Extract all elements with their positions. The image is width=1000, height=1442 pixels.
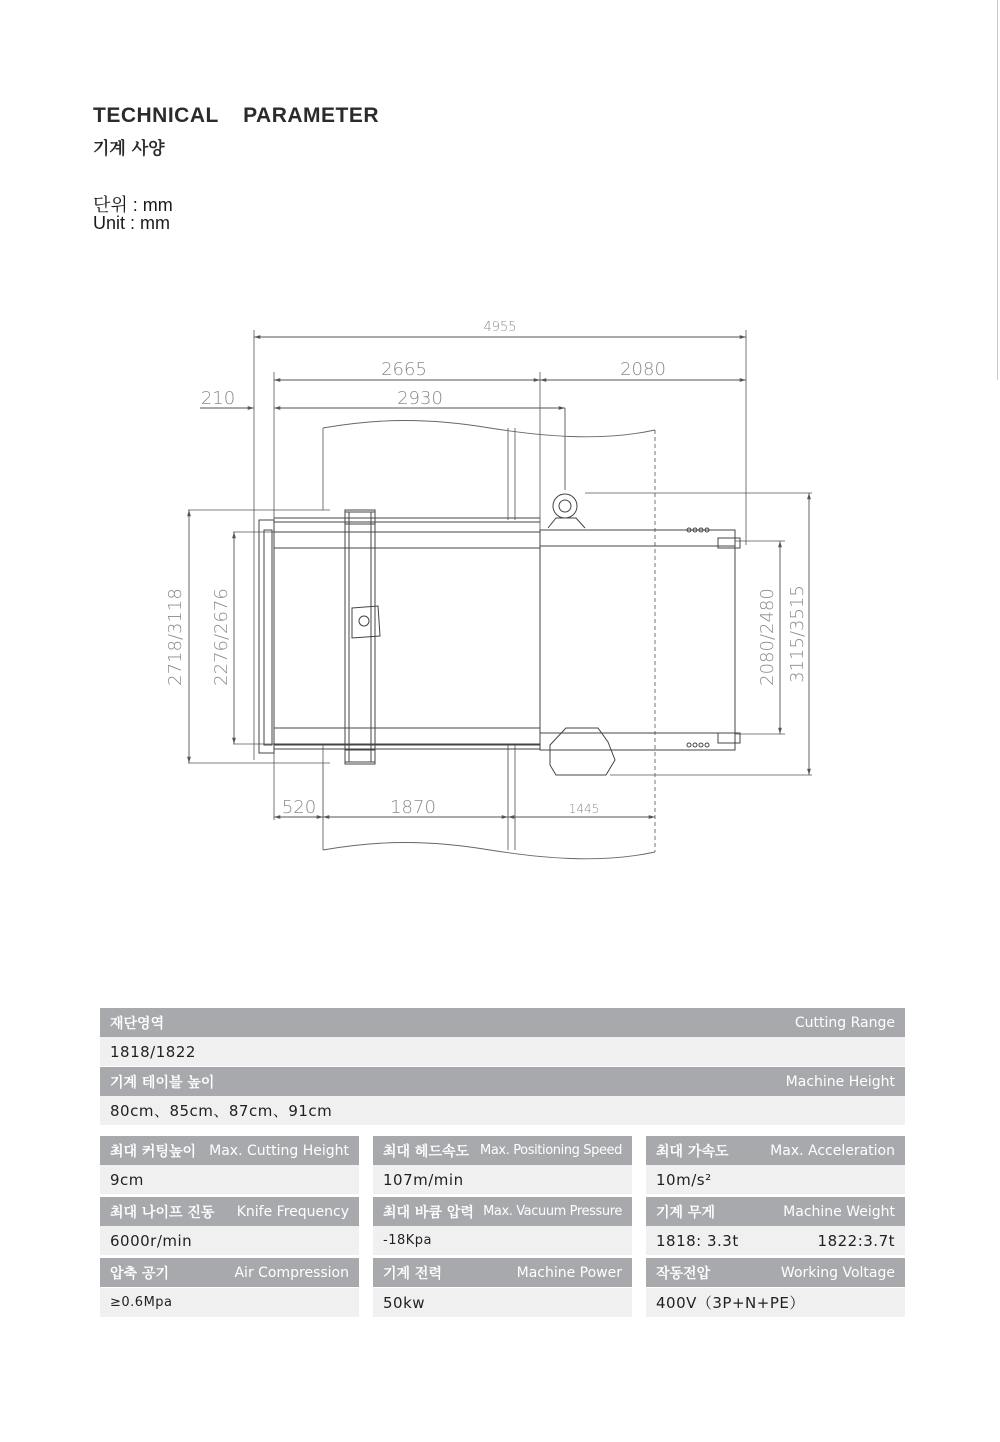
spec-value-1822: 1822:3.7t [817, 1231, 895, 1250]
spec-label-ko: 최대 나이프 진동 [110, 1204, 215, 1221]
dim-2080-top: 2080 [620, 359, 666, 380]
dim-right-inner: 2080/2480 [757, 588, 778, 686]
dim-210: 210 [200, 388, 236, 409]
dim-right-outer: 3115/3515 [787, 585, 808, 683]
dim-1870: 1870 [390, 797, 436, 818]
spec-header-machine-weight [646, 1197, 905, 1226]
spec-value: 9cm [110, 1170, 144, 1189]
machine-body [259, 494, 740, 775]
spec-header-machine-height [100, 1067, 905, 1096]
page-title: TECHNICAL PARAMETER [93, 104, 380, 127]
dim-total-width: 4955 [483, 320, 517, 335]
spec-label-ko: 작동전압 [656, 1265, 711, 1282]
unit-label-korean: 단위 : mm [93, 195, 173, 215]
material-sheet-outline [323, 421, 655, 859]
spec-value-max-vacuum-pressure [373, 1226, 632, 1255]
page-title-korean: 기계 사양 [93, 139, 165, 159]
spec-label-en: Machine Power [516, 1264, 622, 1281]
spec-header-air-compression [100, 1258, 359, 1287]
spec-header-machine-power [373, 1258, 632, 1287]
spec-value: 6000r/min [110, 1231, 193, 1250]
spec-value-max-cutting-height [100, 1165, 359, 1194]
spec-value: 107m/min [383, 1170, 464, 1189]
spec-label-ko: 압축 공기 [110, 1265, 169, 1282]
spec-header-max-positioning-speed [373, 1136, 632, 1165]
spec-label-ko: 최대 헤드속도 [383, 1143, 470, 1160]
spec-label-ko: 기계 무게 [656, 1204, 715, 1221]
spec-value-machine-weight [646, 1226, 905, 1255]
spec-label-en: Max. Positioning Speed [480, 1143, 622, 1158]
dim-1445: 1445 [568, 802, 600, 816]
dim-left-outer: 2718/3118 [165, 588, 186, 686]
spec-value: 80cm、85cm、87cm、91cm [110, 1102, 333, 1120]
spec-label-en: Air Compression [234, 1264, 349, 1281]
spec-label-ko: 최대 바큠 압력 [383, 1204, 474, 1221]
spec-value: 1818/1822 [110, 1042, 196, 1061]
dim-2665: 2665 [381, 359, 427, 380]
spec-label-en: Max. Acceleration [770, 1142, 895, 1159]
spec-header-knife-frequency [100, 1197, 359, 1226]
unit-label: Unit : mm [93, 213, 171, 233]
spec-label-en: Machine Weight [783, 1203, 895, 1220]
spec-label-ko: 최대 가속도 [656, 1143, 729, 1160]
spec-label-en: Machine Height [785, 1073, 895, 1090]
spec-header-max-vacuum-pressure [373, 1197, 632, 1226]
spec-header-max-acceleration [646, 1136, 905, 1165]
spec-header-max-cutting-height [100, 1136, 359, 1165]
extension-lines [188, 330, 812, 820]
spec-value-max-positioning-speed [373, 1165, 632, 1194]
spec-header-cutting-range [100, 1008, 905, 1037]
spec-label-en: Cutting Range [794, 1014, 895, 1031]
spec-value-max-acceleration [646, 1165, 905, 1194]
spec-label-en: Max. Vacuum Pressure [483, 1204, 622, 1219]
spec-label-ko: 기계 테이블 높이 [110, 1074, 215, 1091]
spec-value-machine-height [100, 1096, 905, 1125]
spec-value: ≥0.6Mpa [110, 1295, 173, 1310]
dim-520: 520 [281, 797, 317, 818]
dim-2930: 2930 [397, 388, 443, 409]
spec-value-knife-frequency [100, 1226, 359, 1255]
spec-value-air-compression [100, 1288, 359, 1317]
spec-label-ko: 최대 커팅높이 [110, 1143, 197, 1160]
spec-label-ko: 기계 전력 [383, 1265, 442, 1282]
spec-value-1818: 1818: 3.3t [656, 1231, 739, 1250]
spec-label-en: Working Voltage [780, 1264, 895, 1281]
spec-value: 50kw [383, 1293, 426, 1312]
spec-value: 400V（3P+N+PE） [656, 1294, 805, 1312]
spec-header-working-voltage [646, 1258, 905, 1287]
spec-value-machine-power [373, 1288, 632, 1317]
spec-label-en: Max. Cutting Height [209, 1142, 349, 1159]
spec-value: 10m/s² [656, 1170, 712, 1189]
dim-left-inner: 2276/2676 [211, 588, 232, 686]
spec-label-en: Knife Frequency [236, 1203, 349, 1220]
spec-value-cutting-range [100, 1037, 905, 1066]
spec-value-working-voltage [646, 1288, 905, 1317]
spec-value: -18Kpa [383, 1233, 432, 1248]
spec-label-ko: 재단영역 [110, 1015, 165, 1032]
